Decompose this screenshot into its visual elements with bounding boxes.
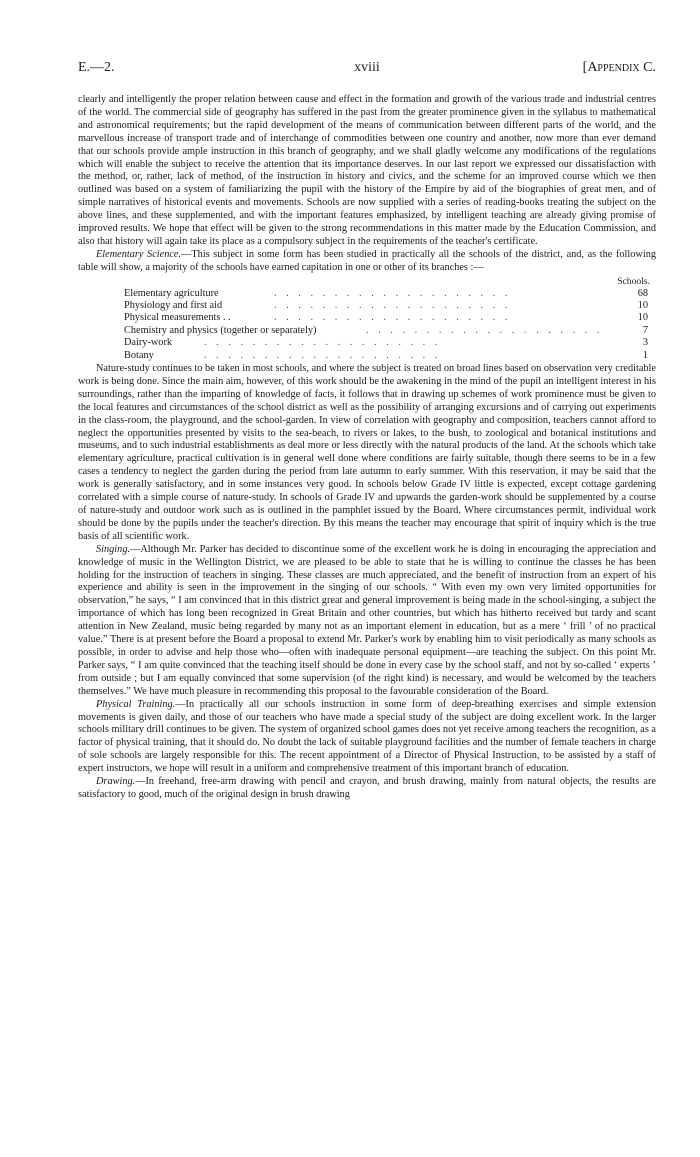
row-leader-dots: . . . . . . . . . . . . . . . . . . . . xyxy=(366,324,603,336)
header-appendix: [Appendix C. xyxy=(582,60,656,75)
page-number: xviii xyxy=(354,60,380,75)
paragraph-singing xyxy=(78,544,656,699)
row-leader-dots: . . . . . . . . . . . . . . . . . . . . xyxy=(274,300,511,312)
paragraph-nature-study: Nature-study continues to be taken in most schools, and where the subject is treated on broad lines based on observation very creditable work is being done. Since the main aim, however, of this work should be the awakening in the mind of the pupil an intelligent interest in his surroundings, rather than the imparting of knowledge of facts, it follows that in drawing up schemes of work prominence must be given to the local features and circumstances of the school district as well as the possibility of arranging excursions and of carrying out experiments in the class-room, the playground, and the school-garden. In view of correlation with geography and composition, teachers cannot afford to neglect the opportunities presented by visits to the sea-beach, to rivers or lakes, to the bush, to zoological and botanical institutions and museums, and to such industrial establishments as deal more or less directly with the natural products of the land. At the schools which take elementary agriculture, practical cultivation is in general well done where conditions are fairly suitable, though there seems to be in a few cases a tendency to neglect the garden during the period from late autumn to early summer. With this reservation, it may be said that the work is generally satisfactory, and in some instances very good. In schools below Grade IV little is expected, except cottage gardening correlated with a simple course of nature-study. In schools of Grade IV and upwards the garden-work should be supplemented by a course of nature-study and outdoor work such as is outlined in the pamphlet issued by the Board. Where circumstances permit, individual work should be done by the pupils under the teacher's direction. By this means the teacher may encourage that spirit of inquiry which is the true basis of all scientific work. xyxy=(78,363,656,542)
paragraph-text: —In freehand, free-arm drawing with pencil and crayon, and brush drawing, mainly from natural objects, the results are satisfactory to good, much of the original design in brush drawing xyxy=(78,776,656,800)
row-leader-dots: . . . . . . . . . . . . . . . . . . . . xyxy=(204,349,441,361)
section-title-singing: Singing. xyxy=(96,543,131,555)
row-subject: Botany xyxy=(124,349,154,361)
row-count: 7 xyxy=(642,324,648,336)
section-title-elementary-science: Elementary Science. xyxy=(96,248,182,260)
row-subject: Chemistry and physics (together or separately) xyxy=(124,324,317,336)
row-count: 1 xyxy=(642,349,648,361)
row-count: 68 xyxy=(637,287,648,299)
science-capitation-table xyxy=(78,276,656,362)
row-subject: Elementary agriculture xyxy=(124,287,219,299)
section-title-drawing: Drawing. xyxy=(96,776,136,788)
row-count: 10 xyxy=(637,300,648,312)
row-count: 3 xyxy=(642,337,648,349)
table-row xyxy=(124,288,656,300)
paragraph-elementary-science xyxy=(78,249,656,275)
page-body xyxy=(78,94,656,802)
row-subject: Physical measurements . . xyxy=(124,312,231,324)
table-row xyxy=(124,325,656,337)
table-row xyxy=(124,350,656,362)
row-subject: Dairy-work xyxy=(124,337,173,349)
row-leader-dots: . . . . . . . . . . . . . . . . . . . . xyxy=(204,337,441,349)
paragraph-text: —This subject in some form has been studied in practically all the schools of the district, and, as the following table will show, a majority of the schools have earned capitation in one or other of its branches :— xyxy=(78,248,656,273)
row-subject: Physiology and first aid xyxy=(124,300,223,312)
row-count: 10 xyxy=(637,312,648,324)
paragraph-text: —Although Mr. Parker has decided to discontinue some of the excellent work he is doing in encouraging the appreciation and knowledge of music in the Wellington District, we are pleased to be able to state that he is willing to continue the classes he has been holding for the instruction of teachers in singing. These classes are much appreciated, and the benefit of instruction from an expert of his experience and ability is seen in the improvement in the singing of our schools. “ With even my own very limited opportunities for observation,” he says, “ I am convinced that in this district great and general improvement is being made in the school-singing, a subject the importance of which has long been recognized in Great Britain and other countries, but which has hitherto received but tardy and scant attention in New Zealand, music being regarded by many not as an important element in education, but as a mere ‘ frill ’ of no practical value.” There is at present before the Board a proposal to extend Mr. Parker's work by enabling him to visit periodically as many schools as possible, in order to advise and help those who—often with inadequate personal equipment—are teaching the subject. On this point Mr. Parker says, “ I am quite convinced that the teaching itself should be done in every case by the school staff, and not by so-called ‘ experts ’ from outside ; but I am equally convinced that some supervision (of the right kind) is necessary, and would be welcomed by the teachers themselves.” We have much pleasure in recommending this proposal to the favourable consideration of the Board. xyxy=(78,543,656,697)
table-row xyxy=(124,312,656,324)
table-row xyxy=(124,300,656,312)
row-leader-dots: . . . . . . . . . . . . . . . . . . . . xyxy=(274,312,511,324)
paragraph-drawing xyxy=(78,776,656,802)
row-leader-dots: . . . . . . . . . . . . . . . . . . . . xyxy=(274,287,511,299)
paragraph-text: —In practically all our schools instruction in some form of deep-breathing exercises and simple extension movements is given daily, and those of our teachers who have made a special study of the subject are doing excellent work. In the larger schools military drill continues to be given. The system of organized school games does not yet receive among teachers the recognition, as a factor of physical training, that it should do. No doubt the lack of suitable playground facilities and the number of female teachers in charge of sole schools are largely responsible for this. The recent appointment of a Director of Physical Instruction, to be assisted by a staff of expert instructors, we hope will result in a uniform and comprehensive treatment of this important branch of education. xyxy=(78,698,656,775)
header-reference: E.—2. xyxy=(78,60,115,75)
paragraph-physical-training xyxy=(78,699,656,776)
page-header xyxy=(78,62,656,78)
paragraph-geography-history: clearly and intelligently the proper relation between cause and effect in the formation and growth of the various trade and industrial centres of the world. The commercial side of geography has suffered in the past from the greater prominence given in the syllabus to mathematical and astronomical requirements; but the rapid development of the means of communication between different parts of the world, and the marvellous increase of transport trade and of interchange of commodities between one country and another, now more than ever demand that our schools provide ample instruction in this branch of geography, and we shall gladly welcome any modifications of the regulations which will enable the subject to receive the attention that its importance deserves. In our last report we expressed our dissatisfaction with the method, or, rather, lack of method, of the instruction in history and civics, and the scheme for an improved course which we then outlined was based on a system of familiarizing the pupil with the history of the Empire by aid of the biographies of great men, and of simple narratives of historical events and movements. Schools are now supplied with a series of reading-books treating the subject on the above lines, and these supplemented, and with the important features emphasized, by intelligent teaching are already giving promise of improved results. We hope that effect will be given to the strong recommendations in this matter made by the Education Commission, and also that history will again take its place as a compulsory subject in the requirements of the teacher's certificate. xyxy=(78,94,656,247)
table-row xyxy=(124,337,656,349)
section-title-physical-training: Physical Training. xyxy=(96,698,176,710)
table-column-header: Schools. xyxy=(617,275,650,287)
